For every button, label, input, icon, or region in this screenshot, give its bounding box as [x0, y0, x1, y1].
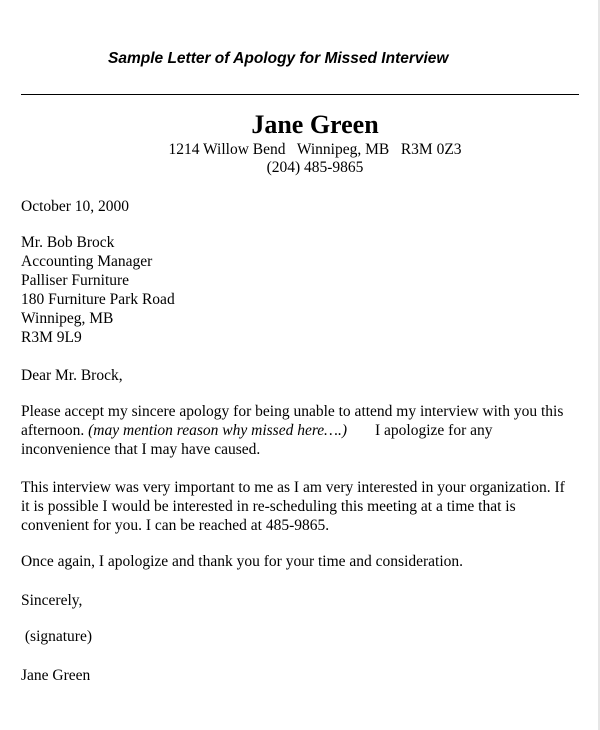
recipient-title: Accounting Manager — [21, 253, 153, 270]
sender-address: 1214 Willow Bend Winnipeg, MB R3M 0Z3 — [168, 141, 462, 158]
letter-date: October 10, 2000 — [21, 198, 130, 215]
document-title: Sample Letter of Apology for Missed Interview — [108, 50, 449, 67]
paragraph-1-text: afternoon. — [21, 422, 89, 439]
sender-phone: (204) 485-9865 — [266, 159, 364, 176]
paragraph-3: Once again, I apologize and thank you for your time and consideration. — [21, 553, 464, 570]
signature-placeholder: (signature) — [21, 628, 93, 645]
paragraph-1-line-2 — [21, 422, 493, 440]
paragraph-2-line-2: it is possible I would be interested in re-scheduling this meeting at a time that is — [21, 498, 516, 515]
reason-placeholder-note: (may mention reason why missed here….) — [88, 422, 348, 439]
paragraph-1-line-3: inconvenience that I may have caused. — [21, 441, 261, 458]
recipient-street: 180 Furniture Park Road — [21, 291, 175, 308]
closing: Sincerely, — [21, 592, 83, 609]
recipient-postal: R3M 9L9 — [21, 329, 82, 346]
recipient-city: Winnipeg, MB — [21, 310, 114, 327]
sender-name: Jane Green — [251, 110, 379, 139]
salutation: Dear Mr. Brock, — [21, 367, 123, 384]
recipient-name: Mr. Bob Brock — [21, 234, 115, 251]
paragraph-1-line-1: Please accept my sincere apology for being unable to attend my interview with you this — [21, 403, 564, 420]
paragraph-1-apology: I apologize for any — [375, 422, 493, 439]
title-divider — [21, 94, 579, 95]
recipient-company: Palliser Furniture — [21, 272, 130, 289]
paragraph-2-line-1: This interview was very important to me as I am very interested in your organization. If — [21, 479, 565, 496]
signoff-name: Jane Green — [21, 667, 91, 684]
paragraph-2-line-3: convenient for you. I can be reached at 485-9865. — [21, 517, 330, 534]
